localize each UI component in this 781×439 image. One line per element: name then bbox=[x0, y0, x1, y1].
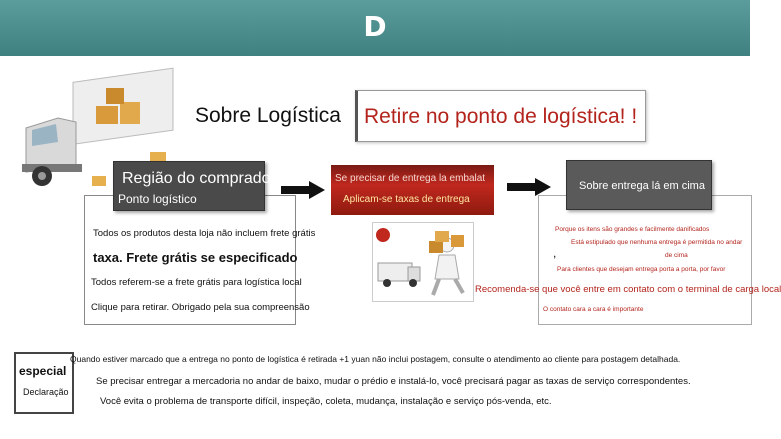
special-declaration-badge bbox=[14, 352, 74, 414]
pickup-callout bbox=[355, 90, 646, 142]
buyer-region-subtitle: Ponto logístico bbox=[118, 192, 197, 206]
buyer-region-title: Região do comprador bbox=[122, 170, 276, 187]
declaration-line: Se precisar entregar a mercadoria no andar de baixo, mudar o prédio e instalá-lo, você precisará pagar as taxas de serviço correspondentes. bbox=[96, 376, 691, 387]
upstairs-bullet: , bbox=[553, 246, 557, 260]
upstairs-delivery-header bbox=[566, 160, 712, 210]
top-banner bbox=[0, 0, 750, 56]
about-logistics-title: Sobre Logística bbox=[195, 104, 341, 127]
declaration-line: Quando estiver marcado que a entrega no ponto de logística é retirada +1 yuan não inclui postagem, consulte o atendimento ao cliente para postagem detalhada. bbox=[70, 354, 681, 364]
upstairs-line: Porque os itens são grandes e facilmente danificados bbox=[555, 226, 710, 233]
courier-delivery-icon bbox=[372, 222, 474, 302]
delivery-fee-line: Aplicam-se taxas de entrega bbox=[343, 194, 470, 205]
buyer-line: Todos referem-se a frete grátis para logística local bbox=[91, 277, 302, 288]
buyer-region-header bbox=[113, 161, 276, 211]
buyer-line: taxa. Frete grátis se especificado bbox=[93, 250, 298, 265]
upstairs-delivery-panel bbox=[475, 195, 781, 325]
declaration-line: Você evita o problema de transporte difícil, inspeção, coleta, mudança, instalação e serviço pós-venda, etc. bbox=[100, 396, 552, 407]
pickup-callout-text: Retire no ponto de logística! ! bbox=[364, 105, 638, 128]
declaration-subtitle: Declaração bbox=[23, 387, 69, 397]
upstairs-line: de cima bbox=[665, 252, 688, 259]
declaration-title: especial bbox=[19, 364, 67, 378]
upstairs-line: Recomenda-se que você entre em contato com o terminal de carga local bbox=[475, 284, 781, 295]
upstairs-line: Está estipulado que nenhuma entrega é permitida no andar bbox=[571, 239, 743, 246]
banner-title: D bbox=[363, 10, 387, 43]
buyer-line: Todos os produtos desta loja não incluem frete grátis bbox=[93, 228, 316, 239]
right-arrow-icon bbox=[281, 181, 325, 199]
delivery-fee-header bbox=[331, 165, 494, 215]
delivery-fee-line: Se precisar de entrega la embalat bbox=[335, 173, 486, 184]
upstairs-line: Para clientes que desejam entrega porta a porta, por favor bbox=[557, 266, 726, 273]
buyer-line: Clique para retirar. Obrigado pela sua compreensão bbox=[91, 302, 310, 313]
buyer-region-panel bbox=[84, 195, 316, 325]
upstairs-line: O contato cara a cara é importante bbox=[543, 306, 644, 313]
upstairs-delivery-title: Sobre entrega lá em cima bbox=[579, 180, 705, 192]
right-arrow-icon bbox=[507, 178, 551, 196]
